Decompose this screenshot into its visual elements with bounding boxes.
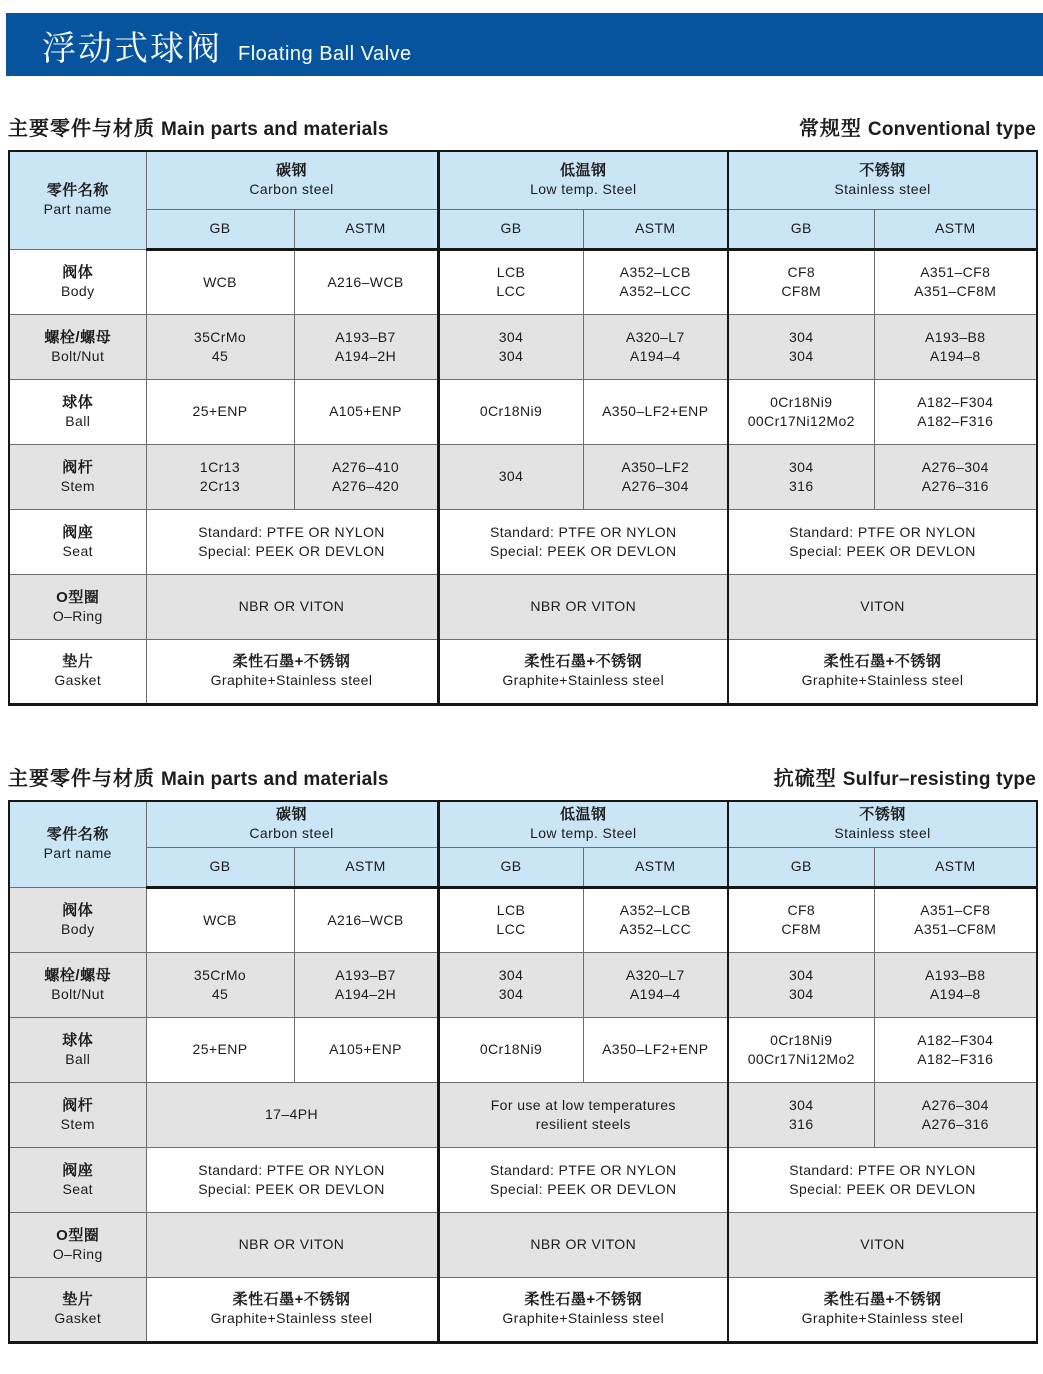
cell-line: 35CrMo <box>193 328 247 345</box>
cell-line: 45 <box>211 347 229 364</box>
section-heading-right-en: Sulfur–resisting type <box>842 769 1036 790</box>
cell-line: A193–B8 <box>925 328 986 345</box>
cell-line: 304 <box>788 328 814 345</box>
cell-line: Body <box>60 282 95 299</box>
cell-line: CF8 <box>787 264 816 280</box>
material-cell <box>874 1082 1037 1147</box>
material-cell <box>438 249 583 314</box>
material-cell <box>146 1017 294 1082</box>
material-cell <box>438 1277 728 1342</box>
group-header-stainless <box>728 151 1037 209</box>
material-cell <box>146 444 294 509</box>
material-cell <box>438 1017 583 1082</box>
table-row <box>9 1082 1037 1147</box>
cell-line: 0Cr18Ni9 <box>770 393 833 410</box>
cell-line: A351–CF8 <box>920 902 991 918</box>
cell-line: Gasket <box>54 1310 102 1326</box>
cell-line: A276–316 <box>921 1115 989 1132</box>
material-cell <box>438 1147 728 1212</box>
material-cell <box>728 952 874 1017</box>
cell-line: 304 <box>788 458 814 475</box>
cell-line: A194–2H <box>334 347 397 364</box>
material-cell <box>438 314 583 379</box>
standard-header: ASTM <box>583 847 728 887</box>
material-cell <box>583 887 728 952</box>
part-name-cell <box>9 379 146 444</box>
cell-line: O型圈 <box>56 1226 100 1244</box>
cell-line: Graphite+Stainless steel <box>210 1310 373 1326</box>
cell-line: CF8M <box>781 921 822 937</box>
cell-line: 垫片 <box>62 653 94 670</box>
cell-line: A352–LCB <box>619 902 691 918</box>
section-heading-conventional <box>8 112 1036 141</box>
material-cell <box>438 509 728 574</box>
standard-header: ASTM <box>874 209 1037 249</box>
cell-line: A352–LCC <box>619 921 692 937</box>
material-cell <box>294 379 438 444</box>
cell-line: A352–LCB <box>619 264 691 280</box>
cell-line: A182–F316 <box>917 412 994 429</box>
cell-line: 2Cr13 <box>199 477 241 494</box>
cell-line: 0Cr18Ni9 <box>479 1041 543 1057</box>
material-cell <box>874 249 1037 314</box>
table-row <box>9 1147 1037 1212</box>
table-row <box>9 509 1037 574</box>
standard-header: GB <box>438 209 583 249</box>
cell-line: 35CrMo <box>193 966 247 983</box>
cell-line: A276–304 <box>921 1096 989 1113</box>
material-cell <box>438 444 583 509</box>
material-cell <box>294 444 438 509</box>
material-cell <box>294 887 438 952</box>
material-cell <box>438 887 583 952</box>
cell-line: Standard: PTFE OR NYLON <box>198 1161 385 1178</box>
cell-line: A194–8 <box>929 985 981 1002</box>
cell-line: O–Ring <box>52 1245 103 1262</box>
cell-line: LCB <box>496 902 526 918</box>
material-cell <box>146 249 294 314</box>
cell-line: 柔性石墨+不锈钢 <box>232 653 351 670</box>
table-row <box>9 379 1037 444</box>
cell-line: Special: PEEK OR DEVLON <box>198 1180 385 1197</box>
table-row <box>9 574 1037 639</box>
table-row <box>9 952 1037 1017</box>
page-banner <box>6 13 1043 76</box>
cell-line: 球体 <box>62 393 94 411</box>
materials-table-sulfur-resisting-wrap <box>8 800 1036 1344</box>
section-heading-sulfur <box>8 762 1036 791</box>
cell-line: Body <box>60 920 95 937</box>
table-row <box>9 444 1037 509</box>
table-row <box>9 314 1037 379</box>
cell-line: 316 <box>788 477 814 494</box>
material-cell <box>728 1147 1037 1212</box>
standard-header: ASTM <box>294 209 438 249</box>
cell-line: 304 <box>498 328 524 345</box>
material-cell <box>146 1082 438 1147</box>
material-cell <box>728 314 874 379</box>
cell-line: 45 <box>211 985 229 1002</box>
cell-line: A193–B8 <box>925 966 986 983</box>
cell-line: 柔性石墨+不锈钢 <box>823 653 942 670</box>
section-heading-left-zh: 主要零件与材质 <box>8 768 155 790</box>
cell-line: 碳钢 <box>275 806 307 824</box>
materials-table-sulfur-resisting <box>8 800 1038 1344</box>
cell-line: NBR OR VITON <box>238 598 345 614</box>
cell-line: A276–304 <box>621 477 689 494</box>
cell-line: A105+ENP <box>329 403 402 419</box>
cell-line: Stainless steel <box>834 825 931 842</box>
material-cell <box>438 574 728 639</box>
part-name-cell <box>9 1212 146 1277</box>
material-cell <box>728 1017 874 1082</box>
part-name-header <box>9 801 146 887</box>
cell-line: A276–304 <box>921 458 989 475</box>
material-cell <box>874 444 1037 509</box>
cell-line: 304 <box>788 985 814 1002</box>
cell-line: Special: PEEK OR DEVLON <box>789 542 976 559</box>
material-cell <box>583 444 728 509</box>
part-name-cell <box>9 249 146 314</box>
cell-line: A194–4 <box>629 347 681 364</box>
table-row <box>9 1212 1037 1277</box>
cell-line: 304 <box>788 347 814 364</box>
part-name-cell <box>9 952 146 1017</box>
cell-line: 阀体 <box>62 901 94 919</box>
part-name-cell <box>9 509 146 574</box>
cell-line: A193–B7 <box>335 328 396 345</box>
cell-line: 304 <box>788 1096 814 1113</box>
cell-line: resilient steels <box>535 1115 631 1132</box>
cell-line: Stem <box>60 1115 95 1132</box>
cell-line: 304 <box>498 985 524 1002</box>
material-cell <box>874 887 1037 952</box>
cell-line: 垫片 <box>62 1291 94 1308</box>
part-name-cell <box>9 887 146 952</box>
cell-line: Graphite+Stainless steel <box>210 672 373 688</box>
cell-line: 零件名称 <box>46 182 109 200</box>
cell-line: Carbon steel <box>249 181 334 198</box>
section-heading-left <box>8 112 389 141</box>
cell-line: Low temp. Steel <box>530 825 637 842</box>
cell-line: Graphite+Stainless steel <box>502 1310 665 1326</box>
cell-line: 304 <box>788 966 814 983</box>
cell-line: A350–LF2+ENP <box>602 1041 709 1057</box>
cell-line: 304 <box>498 468 524 484</box>
cell-line: A320–L7 <box>625 328 685 345</box>
cell-line: A194–2H <box>334 985 397 1002</box>
cell-line: A276–316 <box>921 477 989 494</box>
cell-line: 柔性石墨+不锈钢 <box>524 653 643 670</box>
cell-line: 17–4PH <box>265 1106 318 1122</box>
section-heading-right <box>774 762 1036 791</box>
cell-line: NBR OR VITON <box>530 598 637 614</box>
cell-line: A194–8 <box>929 347 981 364</box>
standard-header: GB <box>728 847 874 887</box>
cell-line: 螺栓/螺母 <box>44 966 112 984</box>
cell-line: Low temp. Steel <box>530 181 637 198</box>
cell-line: VITON <box>860 598 905 614</box>
cell-line: 0Cr18Ni9 <box>770 1031 833 1048</box>
cell-line: Standard: PTFE OR NYLON <box>789 523 976 540</box>
cell-line: Special: PEEK OR DEVLON <box>198 542 385 559</box>
cell-line: Carbon steel <box>249 825 334 842</box>
material-cell <box>728 444 874 509</box>
cell-line: 304 <box>498 347 524 364</box>
material-cell <box>146 952 294 1017</box>
cell-line: A351–CF8M <box>914 283 997 299</box>
cell-line: 304 <box>498 966 524 983</box>
material-cell <box>874 1017 1037 1082</box>
cell-line: Stainless steel <box>834 181 931 198</box>
material-cell <box>438 639 728 704</box>
part-name-cell <box>9 1277 146 1342</box>
cell-line: NBR OR VITON <box>238 1236 345 1252</box>
material-cell <box>874 952 1037 1017</box>
cell-line: 阀杆 <box>62 1096 94 1114</box>
cell-line: Special: PEEK OR DEVLON <box>489 1180 677 1197</box>
cell-line: 球体 <box>62 1031 94 1049</box>
banner-title-zh: 浮动式球阀 <box>42 30 222 68</box>
part-name-cell <box>9 574 146 639</box>
material-cell <box>146 639 438 704</box>
group-header-lowtemp <box>438 151 728 209</box>
material-cell <box>146 1212 438 1277</box>
cell-line: Bolt/Nut <box>51 347 105 364</box>
cell-line: Standard: PTFE OR NYLON <box>489 523 677 540</box>
cell-line: Graphite+Stainless steel <box>502 672 665 688</box>
material-cell <box>728 249 874 314</box>
group-header-carbon <box>146 801 438 847</box>
standard-header: ASTM <box>583 209 728 249</box>
cell-line: Part name <box>43 845 112 862</box>
cell-line: 316 <box>788 1115 814 1132</box>
cell-line: Special: PEEK OR DEVLON <box>789 1180 976 1197</box>
material-cell <box>728 1277 1037 1342</box>
part-name-cell <box>9 1082 146 1147</box>
cell-line: WCB <box>203 273 237 290</box>
cell-line: A351–CF8 <box>920 264 991 280</box>
material-cell <box>728 1212 1037 1277</box>
cell-line: 柔性石墨+不锈钢 <box>524 1291 643 1308</box>
material-cell <box>583 249 728 314</box>
cell-line: Special: PEEK OR DEVLON <box>489 542 677 559</box>
cell-line: O型圈 <box>56 588 100 606</box>
material-cell <box>728 509 1037 574</box>
material-cell <box>583 379 728 444</box>
cell-line: Seat <box>62 1180 93 1197</box>
cell-line: LCC <box>496 921 526 937</box>
cell-line: CF8M <box>781 283 822 299</box>
standard-header: ASTM <box>294 847 438 887</box>
group-header-lowtemp <box>438 801 728 847</box>
cell-line: 不锈钢 <box>859 162 906 180</box>
material-cell <box>294 1017 438 1082</box>
cell-line: 低温钢 <box>560 806 607 824</box>
cell-line: 柔性石墨+不锈钢 <box>823 1291 942 1308</box>
cell-line: For use at low temperatures <box>490 1096 676 1113</box>
part-name-cell <box>9 639 146 704</box>
part-name-cell <box>9 444 146 509</box>
standard-header: ASTM <box>874 847 1037 887</box>
cell-line: Standard: PTFE OR NYLON <box>198 523 385 540</box>
cell-line: 阀杆 <box>62 458 94 476</box>
materials-table-conventional <box>8 150 1038 706</box>
cell-line: WCB <box>203 911 237 928</box>
section-heading-left <box>8 762 389 791</box>
section-heading-left-zh: 主要零件与材质 <box>8 118 155 140</box>
material-cell <box>728 887 874 952</box>
material-cell <box>874 314 1037 379</box>
table-row <box>9 887 1037 952</box>
material-cell <box>146 314 294 379</box>
cell-line: A182–F316 <box>917 1050 994 1067</box>
cell-line: 0Cr18Ni9 <box>479 403 543 419</box>
cell-line: 阀座 <box>62 523 94 541</box>
cell-line: Part name <box>43 201 112 218</box>
cell-line: VITON <box>860 1236 905 1252</box>
cell-line: NBR OR VITON <box>530 1236 637 1252</box>
cell-line: 阀座 <box>62 1161 94 1179</box>
cell-line: 25+ENP <box>192 1041 248 1057</box>
cell-line: A182–F304 <box>917 393 994 410</box>
table-row <box>9 1017 1037 1082</box>
standard-header: GB <box>438 847 583 887</box>
cell-line: A351–CF8M <box>914 921 997 937</box>
cell-line: A320–L7 <box>625 966 685 983</box>
material-cell <box>146 379 294 444</box>
material-cell <box>583 314 728 379</box>
cell-line: A216–WCB <box>327 911 404 928</box>
cell-line: LCC <box>496 283 526 299</box>
section-heading-right-zh: 常规型 <box>798 118 862 140</box>
cell-line: 1Cr13 <box>199 458 241 475</box>
cell-line: 00Cr17Ni12Mo2 <box>747 412 855 429</box>
cell-line: 00Cr17Ni12Mo2 <box>747 1050 855 1067</box>
material-cell <box>146 509 438 574</box>
part-name-cell <box>9 1147 146 1212</box>
cell-line: Ball <box>65 412 91 429</box>
table-row <box>9 1277 1037 1342</box>
material-cell <box>294 952 438 1017</box>
cell-line: Standard: PTFE OR NYLON <box>489 1161 677 1178</box>
cell-line: Bolt/Nut <box>51 985 105 1002</box>
banner-title <box>42 23 412 75</box>
cell-line: 零件名称 <box>46 826 109 844</box>
material-cell <box>728 639 1037 704</box>
cell-line: A182–F304 <box>917 1031 994 1048</box>
section-heading-left-en: Main parts and materials <box>161 769 389 790</box>
cell-line: A350–LF2 <box>621 458 690 475</box>
material-cell <box>294 314 438 379</box>
cell-line: 阀体 <box>62 263 94 281</box>
cell-line: 低温钢 <box>560 162 607 180</box>
cell-line: Gasket <box>54 672 102 688</box>
table-row <box>9 639 1037 704</box>
cell-line: A194–4 <box>629 985 681 1002</box>
section-heading-right-en: Conventional type <box>867 119 1036 140</box>
cell-line: LCB <box>496 264 526 280</box>
cell-line: 25+ENP <box>192 403 248 419</box>
cell-line: Graphite+Stainless steel <box>801 672 964 688</box>
material-cell <box>146 1147 438 1212</box>
cell-line: A276–410 <box>331 458 400 475</box>
material-cell <box>728 574 1037 639</box>
cell-line: Ball <box>65 1050 91 1067</box>
table-row <box>9 249 1037 314</box>
material-cell <box>438 1082 728 1147</box>
cell-line: O–Ring <box>52 607 103 624</box>
cell-line: A276–420 <box>331 477 400 494</box>
materials-table-conventional-wrap <box>8 150 1036 706</box>
cell-line: Standard: PTFE OR NYLON <box>789 1161 976 1178</box>
cell-line: CF8 <box>787 902 816 918</box>
section-heading-left-en: Main parts and materials <box>161 119 389 140</box>
material-cell <box>728 379 874 444</box>
material-cell <box>874 379 1037 444</box>
material-cell <box>146 1277 438 1342</box>
cell-line: Seat <box>62 542 93 559</box>
cell-line: A105+ENP <box>329 1041 402 1057</box>
cell-line: A350–LF2+ENP <box>602 403 709 419</box>
part-name-header <box>9 151 146 249</box>
material-cell <box>294 249 438 314</box>
section-heading-right <box>799 112 1036 141</box>
cell-line: Stem <box>60 477 95 494</box>
cell-line: 柔性石墨+不锈钢 <box>232 1291 351 1308</box>
group-header-stainless <box>728 801 1037 847</box>
part-name-cell <box>9 1017 146 1082</box>
standard-header: GB <box>728 209 874 249</box>
material-cell <box>583 1017 728 1082</box>
cell-line: A352–LCC <box>619 283 692 299</box>
banner-title-en: Floating Ball Valve <box>238 43 412 65</box>
material-cell <box>728 1082 874 1147</box>
part-name-cell <box>9 314 146 379</box>
standard-header: GB <box>146 209 294 249</box>
standard-header: GB <box>146 847 294 887</box>
cell-line: Graphite+Stainless steel <box>801 1310 964 1326</box>
material-cell <box>438 952 583 1017</box>
cell-line: A216–WCB <box>327 273 404 290</box>
material-cell <box>438 379 583 444</box>
cell-line: 螺栓/螺母 <box>44 328 112 346</box>
material-cell <box>146 574 438 639</box>
cell-line: 不锈钢 <box>859 806 906 824</box>
material-cell <box>438 1212 728 1277</box>
cell-line: 碳钢 <box>275 162 307 180</box>
group-header-carbon <box>146 151 438 209</box>
material-cell <box>583 952 728 1017</box>
section-heading-right-zh: 抗硫型 <box>773 768 837 790</box>
cell-line: A193–B7 <box>335 966 396 983</box>
material-cell <box>146 887 294 952</box>
